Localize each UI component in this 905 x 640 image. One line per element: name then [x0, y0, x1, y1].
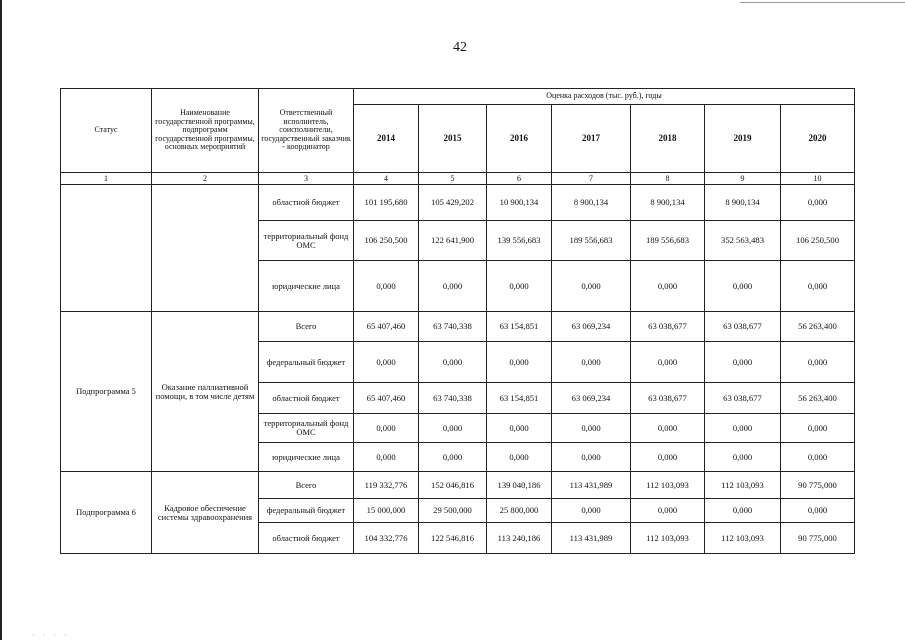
column-number: 1 — [61, 173, 152, 185]
column-number: 10 — [781, 173, 855, 185]
header-year: 2015 — [419, 105, 487, 173]
amount-cell: 0,000 — [552, 443, 631, 472]
amount-cell: 0,000 — [705, 414, 781, 443]
amount-cell: 0,000 — [705, 261, 781, 312]
page-number: 42 — [453, 40, 467, 55]
amount-cell: 0,000 — [552, 499, 631, 523]
funding-source-cell: областной бюджет — [259, 383, 354, 414]
amount-cell: 8 900,134 — [552, 185, 631, 221]
amount-cell: 122 546,816 — [419, 523, 487, 554]
status-cell: Подпрограмма 5 — [61, 312, 152, 472]
amount-cell: 63 038,677 — [705, 383, 781, 414]
amount-cell: 112 103,093 — [705, 472, 781, 499]
amount-cell: 63 740,338 — [419, 312, 487, 342]
amount-cell: 0,000 — [487, 342, 552, 383]
table-row — [61, 185, 855, 221]
expenditure-table — [60, 88, 855, 554]
amount-cell: 152 046,816 — [419, 472, 487, 499]
amount-cell: 0,000 — [781, 185, 855, 221]
header-year: 2019 — [705, 105, 781, 173]
funding-source-cell: областной бюджет — [259, 185, 354, 221]
amount-cell: 0,000 — [705, 342, 781, 383]
amount-cell: 0,000 — [631, 499, 705, 523]
amount-cell: 112 103,093 — [631, 472, 705, 499]
column-number: 7 — [552, 173, 631, 185]
header-estimate: Оценка расходов (тыс. руб.), годы — [354, 89, 855, 105]
amount-cell: 0,000 — [487, 414, 552, 443]
funding-source-cell: юридические лица — [259, 443, 354, 472]
page-top-rule — [740, 2, 905, 3]
table-row — [61, 312, 855, 342]
amount-cell: 63 038,677 — [631, 312, 705, 342]
amount-cell: 352 563,483 — [705, 221, 781, 261]
page-left-edge — [0, 0, 2, 640]
column-number: 2 — [152, 173, 259, 185]
amount-cell: 0,000 — [419, 342, 487, 383]
amount-cell: 0,000 — [631, 414, 705, 443]
amount-cell: 106 250,500 — [781, 221, 855, 261]
amount-cell: 113 431,989 — [552, 472, 631, 499]
amount-cell: 0,000 — [631, 342, 705, 383]
amount-cell: 189 556,683 — [631, 221, 705, 261]
amount-cell: 0,000 — [487, 443, 552, 472]
header-status: Статус — [61, 89, 152, 173]
column-number: 6 — [487, 173, 552, 185]
column-number: 4 — [354, 173, 419, 185]
funding-source-cell: юридические лица — [259, 261, 354, 312]
amount-cell: 65 407,460 — [354, 312, 419, 342]
column-number: 3 — [259, 173, 354, 185]
amount-cell: 122 641,900 — [419, 221, 487, 261]
amount-cell: 56 263,400 — [781, 312, 855, 342]
program-name-cell: Кадровое обеспечение системы здравоохранения — [152, 472, 259, 554]
amount-cell: 104 332,776 — [354, 523, 419, 554]
amount-cell: 29 500,000 — [419, 499, 487, 523]
amount-cell: 0,000 — [631, 443, 705, 472]
amount-cell: 63 740,338 — [419, 383, 487, 414]
column-number: 9 — [705, 173, 781, 185]
amount-cell: 0,000 — [354, 414, 419, 443]
amount-cell: 0,000 — [781, 261, 855, 312]
amount-cell: 63 069,234 — [552, 312, 631, 342]
amount-cell: 106 250,500 — [354, 221, 419, 261]
amount-cell: 63 038,677 — [631, 383, 705, 414]
amount-cell: 63 038,677 — [705, 312, 781, 342]
status-cell: Подпрограмма 6 — [61, 472, 152, 554]
amount-cell: 0,000 — [552, 261, 631, 312]
amount-cell: 56 263,400 — [781, 383, 855, 414]
amount-cell: 0,000 — [354, 261, 419, 312]
table-row — [61, 472, 855, 499]
funding-source-cell: территориальный фонд ОМС — [259, 414, 354, 443]
header-executor: Ответственный исполнитель, соисполнители, государственный заказчик - координатор — [259, 89, 354, 173]
column-number: 5 — [419, 173, 487, 185]
amount-cell: 119 332,776 — [354, 472, 419, 499]
amount-cell: 0,000 — [781, 499, 855, 523]
amount-cell: 25 800,000 — [487, 499, 552, 523]
funding-source-cell: территориальный фонд ОМС — [259, 221, 354, 261]
funding-source-cell: федеральный бюджет — [259, 499, 354, 523]
amount-cell: 0,000 — [354, 342, 419, 383]
header-year: 2017 — [552, 105, 631, 173]
funding-source-cell: Всего — [259, 472, 354, 499]
header-year: 2020 — [781, 105, 855, 173]
amount-cell: 0,000 — [705, 443, 781, 472]
status-cell — [61, 185, 152, 312]
amount-cell: 113 240,186 — [487, 523, 552, 554]
amount-cell: 0,000 — [419, 443, 487, 472]
amount-cell: 0,000 — [419, 414, 487, 443]
amount-cell: 8 900,134 — [631, 185, 705, 221]
amount-cell: 10 900,134 — [487, 185, 552, 221]
amount-cell: 0,000 — [781, 443, 855, 472]
amount-cell: 0,000 — [781, 342, 855, 383]
amount-cell: 112 103,093 — [631, 523, 705, 554]
amount-cell: 105 429,202 — [419, 185, 487, 221]
amount-cell: 63 154,851 — [487, 312, 552, 342]
amount-cell: 0,000 — [552, 414, 631, 443]
scan-artifact: · · · · — [32, 631, 70, 640]
funding-source-cell: областной бюджет — [259, 523, 354, 554]
amount-cell: 139 556,683 — [487, 221, 552, 261]
amount-cell: 112 103,093 — [705, 523, 781, 554]
amount-cell: 0,000 — [705, 499, 781, 523]
header-year: 2014 — [354, 105, 419, 173]
amount-cell: 0,000 — [781, 414, 855, 443]
header-year: 2016 — [487, 105, 552, 173]
amount-cell: 15 000,000 — [354, 499, 419, 523]
header-program-name: Наименование государственной программы, подпрограмм государственной программы, основных мероприятий — [152, 89, 259, 173]
funding-source-cell: Всего — [259, 312, 354, 342]
header-year: 2018 — [631, 105, 705, 173]
amount-cell: 0,000 — [487, 261, 552, 312]
amount-cell: 189 556,683 — [552, 221, 631, 261]
amount-cell: 101 195,680 — [354, 185, 419, 221]
column-number: 8 — [631, 173, 705, 185]
funding-source-cell: федеральный бюджет — [259, 342, 354, 383]
amount-cell: 0,000 — [631, 261, 705, 312]
amount-cell: 139 040,186 — [487, 472, 552, 499]
amount-cell: 0,000 — [419, 261, 487, 312]
program-name-cell — [152, 185, 259, 312]
program-name-cell: Оказание паллиативной помощи, в том числе детям — [152, 312, 259, 472]
amount-cell: 8 900,134 — [705, 185, 781, 221]
amount-cell: 63 154,851 — [487, 383, 552, 414]
amount-cell: 63 069,234 — [552, 383, 631, 414]
amount-cell: 113 431,989 — [552, 523, 631, 554]
amount-cell: 0,000 — [552, 342, 631, 383]
amount-cell: 65 407,460 — [354, 383, 419, 414]
amount-cell: 90 775,000 — [781, 523, 855, 554]
amount-cell: 90 775,000 — [781, 472, 855, 499]
amount-cell: 0,000 — [354, 443, 419, 472]
